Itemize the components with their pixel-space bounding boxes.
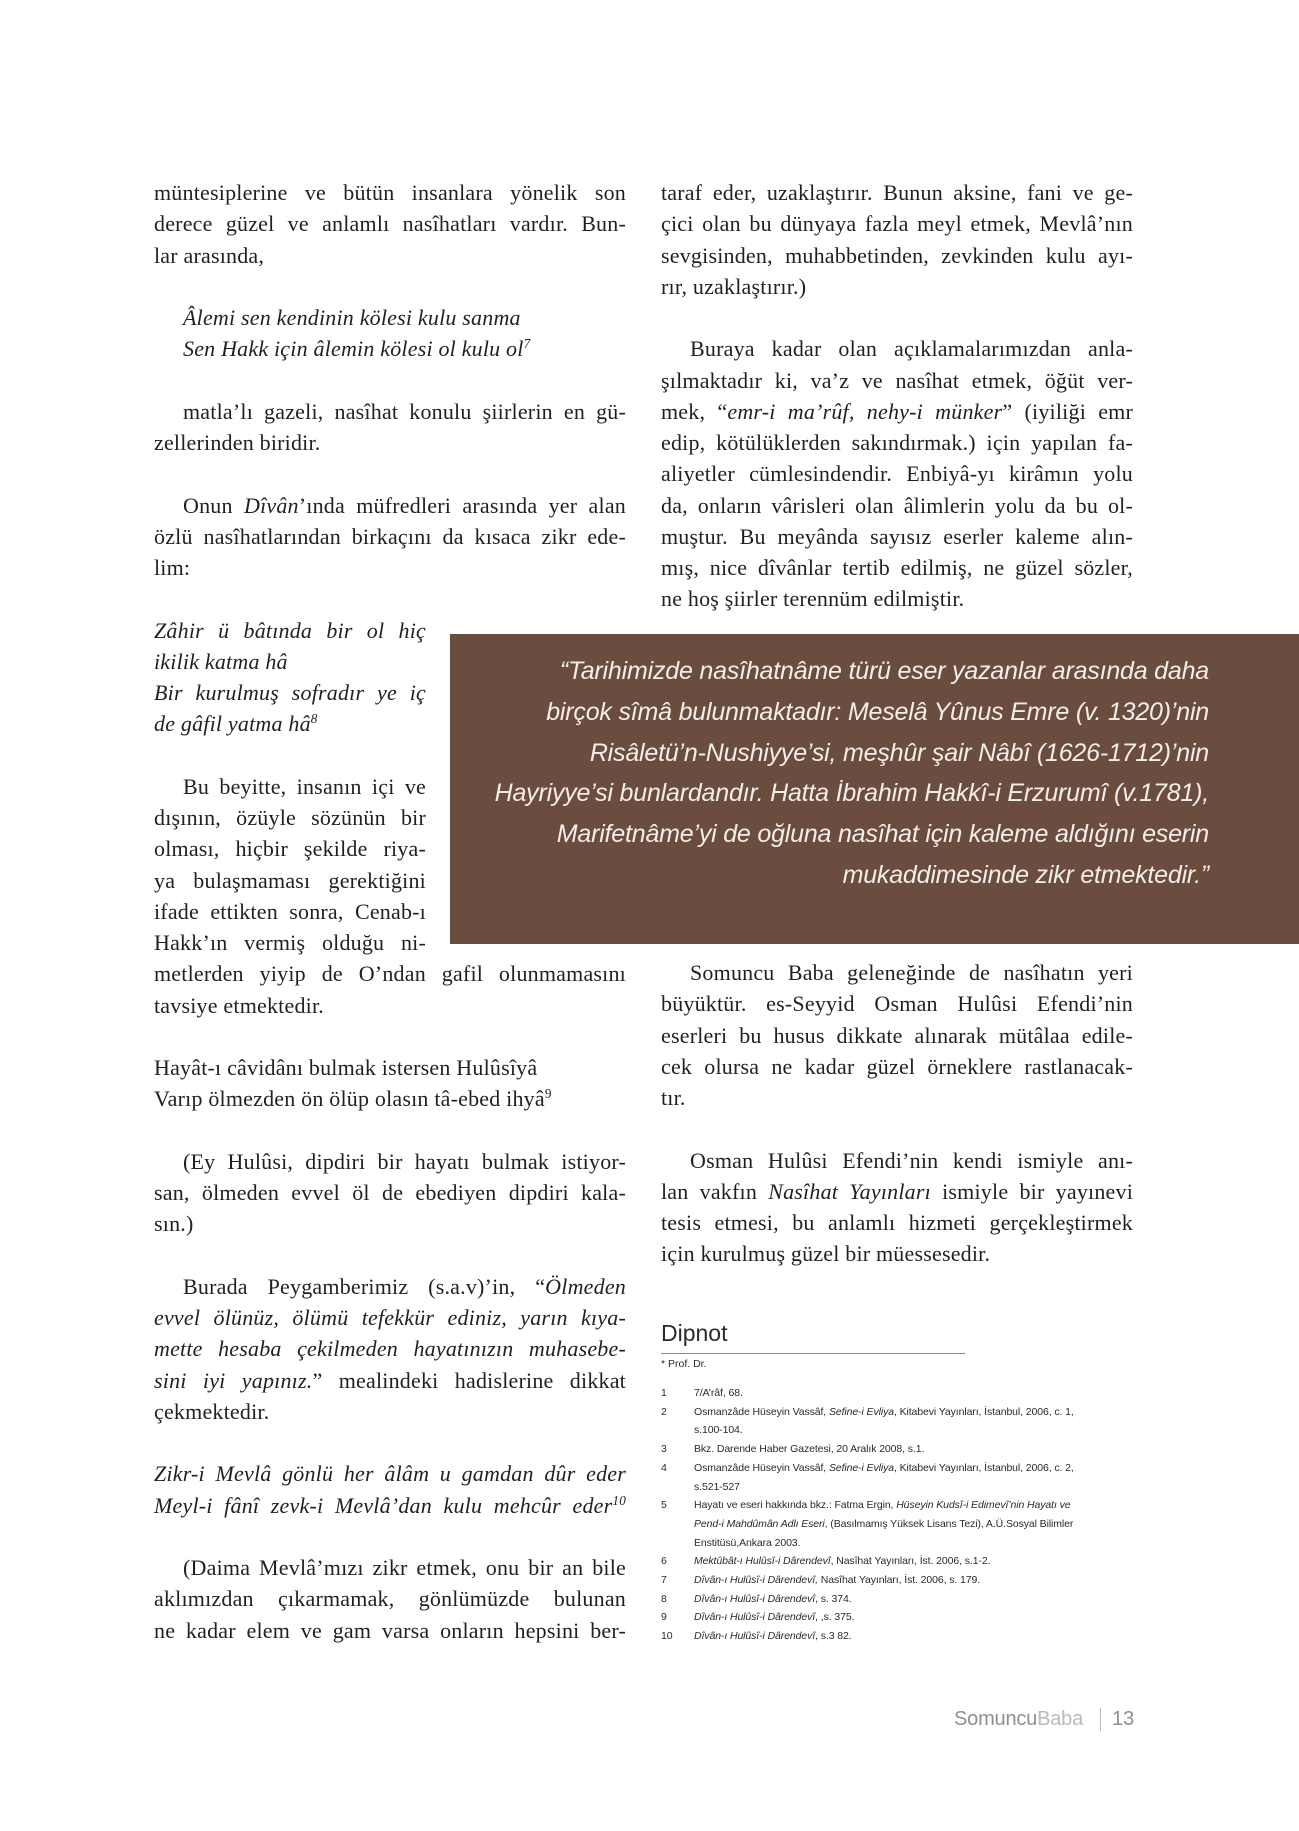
footnote-reference: 10 (612, 1492, 626, 1508)
text-line: ne kadar elem ve gam varsa onların hepsini ber- (154, 1617, 626, 1643)
text-line (154, 1490, 626, 1521)
footnote-reference: 8 (310, 711, 318, 727)
footnote-number: 10 (661, 1630, 673, 1643)
footnote-item (661, 1440, 1151, 1459)
text-line: birçok sîmâ bulunmaktadır: Meselâ Yûnus Emre (v. 1320)’nin (546, 697, 1209, 726)
text-run: Zikr-i Mevlâ gönlü her âlâm u gamdan dûr eder (154, 1461, 626, 1487)
text-line (694, 1571, 980, 1590)
footnotes-heading: Dipnot (661, 1320, 728, 1346)
text-line: (Ey Hulûsi, dipdiri bir hayatı bulmak istiyor- (183, 1148, 626, 1174)
text-run: Sefine-i Evliya (828, 1405, 894, 1418)
text-run: , Kitabevi Yayınları, İstanbul, 2006, c. 2, (893, 1461, 1074, 1474)
text-line: cek olursa ne kadar güzel örneklere rastlanacak- (661, 1053, 1133, 1079)
text-line: sın.) (154, 1211, 194, 1237)
paragraph (661, 177, 1133, 302)
verse-couplet (154, 1458, 626, 1521)
text-line: mukaddimesinde zikr etmektedir.” (842, 860, 1209, 889)
text-line: eserleri bu husus dikkate alınarak mütâlaa edile- (661, 1022, 1133, 1048)
text-line: Somuncu Baba geleneğinde de nasîhatın yeri (690, 960, 1133, 985)
text-line: şılmaktadır ki, va’z ve nasîhat etmek, öğüt ver- (661, 367, 1133, 393)
text-line: 7/A’râf, 68. (694, 1387, 743, 1399)
text-line: mış, nice dîvânlar tertib edilmiş, ne güzel sözler, (661, 555, 1133, 580)
paragraph (661, 957, 1133, 1113)
footnote-text (694, 1590, 852, 1609)
text-run: Dîvân-ı Hulûsî-i Dârendevî, (694, 1574, 818, 1587)
footnote-item (661, 1608, 1151, 1627)
text-run: ” mealindeki hadislerine dikkat (312, 1367, 626, 1393)
text-run: Osmanzâde Hüseyin Vassâf, (694, 1405, 829, 1418)
text-run: Ölmeden (545, 1273, 626, 1299)
text-run: Bir kurulmuş sofradır ye iç (154, 680, 426, 705)
text-line: s.521-527 (694, 1480, 740, 1493)
text-line: ne hoş şiirler terennüm edilmiştir. (661, 586, 965, 612)
text-run: Nasîhat Yayınları, İst. 2006, s. 179. (817, 1574, 981, 1587)
paragraph (154, 177, 626, 271)
paragraph (154, 1271, 626, 1427)
footnote-item (661, 1384, 1151, 1403)
text-run: mette hesaba çekilmeden hayatınızın muhasebe- (154, 1336, 626, 1362)
text-run: de gâfil yatma hâ (154, 711, 311, 737)
text-run: Nasîhat Yayınları (768, 1178, 931, 1204)
text-line: büyüktür. es-Seyyid Osman Hulûsi Efendi’nin (661, 991, 1133, 1017)
paragraph (154, 1146, 626, 1240)
text-run: Osmanzâde Hüseyin Vassâf, (694, 1461, 829, 1474)
verse-couplet (154, 1052, 626, 1115)
text-line (694, 1515, 1073, 1534)
text-run: , Kitabevi Yayınları, İstanbul, 2006, c. 1, (893, 1405, 1074, 1418)
text-line (154, 1083, 626, 1114)
footnote-number: 2 (661, 1405, 667, 1418)
text-line: özlü nasîhatlarından birkaçını da kısaca zikr ede- (154, 523, 626, 549)
footnote-text (694, 1384, 743, 1403)
text-line: Enstitüsü,Ankara 2003. (694, 1536, 801, 1549)
text-line (154, 677, 426, 708)
right-column-top (661, 177, 1133, 646)
text-line: aklımızdan çıkarmamak, gönlümüzde bulunan (154, 1586, 626, 1612)
text-line: edip, kötülüklerden sakındırmak.) için yapılan fa- (661, 430, 1133, 455)
text-line: lim: (154, 555, 191, 580)
footnote-reference: 7 (523, 336, 531, 352)
paragraph (154, 490, 626, 584)
text-run: Zâhir ü bâtında bir ol hiç (154, 617, 426, 643)
paragraph (661, 1145, 1133, 1270)
text-line: “Tarihimizde nasîhatnâme türü eser yazanlar arasında daha (559, 657, 1209, 685)
text-line (154, 333, 626, 364)
text-run: , s.3 82. (815, 1630, 852, 1643)
footer-separator (1100, 1708, 1101, 1731)
text-run: Dîvân (243, 492, 299, 518)
text-run: Âlemi sen kendinin kölesi kulu sanma (183, 305, 521, 330)
text-line: çici olan bu dünyaya fazla meyl etmek, Mevlâ’nın (661, 211, 1133, 237)
text-line: Risâletü’n-Nushiyye’si, meşhûr şair Nâbî (1626-1712)’nin (589, 738, 1209, 767)
text-run: Dîvân-ı Hulûsî-i Dârendevî (694, 1630, 816, 1643)
text-line: zellerinden biridir. (154, 430, 321, 455)
text-line (154, 490, 626, 521)
text-run: Sefine-i Evliya (828, 1461, 894, 1474)
text-run: , s. 374. (815, 1592, 852, 1605)
text-line: Bkz. Darende Haber Gazetesi, 20 Aralık 2008, s.1. (694, 1443, 925, 1456)
text-line: ya bulaşmaması gerektiğini (154, 867, 426, 893)
text-line: dışının, özüyle sözünün bir (154, 805, 426, 830)
text-line: için kurulmuş güzel bir müessesedir. (661, 1241, 991, 1267)
text-run: , Nasîhat Yayınları, İst. 2006, s.1-2. (830, 1555, 991, 1568)
magazine-logo (954, 1707, 1083, 1731)
footnote-text (694, 1403, 1074, 1440)
text-line: tesis etmesi, bu anlamlı hizmeti gerçekleştirmek (661, 1210, 1133, 1235)
text-line (694, 1403, 1074, 1422)
footnote-number: 1 (661, 1387, 667, 1399)
text-line: aliyetler cümlesindendir. Enbiyâ-yı kirâmın yolu (661, 461, 1133, 487)
text-line (661, 396, 1133, 427)
text-line: sevgisinden, muhabbetinden, zevkinden kulu ayı- (661, 242, 1133, 268)
text-run: Varıp ölmezden ön ölüp olasın tâ-ebed ihyâ (154, 1086, 545, 1112)
text-line (661, 1176, 1133, 1207)
text-line: olması, hiçbir şekilde riya- (154, 836, 426, 862)
text-line: san, ölmeden evvel öl de ebediyen dipdiri kala- (154, 1180, 626, 1205)
text-line (154, 1333, 626, 1364)
text-line (154, 1365, 626, 1396)
verse-couplet (154, 302, 626, 365)
text-run: Burada Peygamberimiz (s.a.v)’in, “ (183, 1273, 546, 1299)
footnote-text (694, 1608, 854, 1627)
text-run: ” (iyiliği emr (1002, 398, 1134, 424)
paragraph (154, 396, 626, 459)
text-line (694, 1552, 990, 1571)
footnote-text (694, 1552, 990, 1571)
pull-quote-text (470, 651, 1209, 896)
text-line: Hakk’ın vermiş olduğu ni- (154, 930, 426, 955)
text-line: tavsiye etmektedir. (154, 992, 324, 1018)
text-line (694, 1608, 854, 1627)
text-line (694, 1590, 852, 1609)
text-line (694, 1627, 852, 1646)
text-line (154, 646, 426, 677)
text-run: Hüseyin Kudsî-i Edimevî’nin Hayatı ve (896, 1499, 1071, 1512)
text-run: , (Basılmamış Yüksek Lisans Tezi), A.Ü.Sosyal Bilimler (824, 1517, 1074, 1530)
footnote-text (694, 1627, 852, 1646)
text-line (154, 302, 626, 333)
text-line: taraf eder, uzaklaştırır. Bunun aksine, fani ve ge- (661, 180, 1133, 205)
text-line: Hayriyye’si bunlardandır. Hatta İbrahim Hakkî-i Erzurumî (v.1781), (494, 779, 1209, 808)
footnote-reference: 9 (544, 1086, 552, 1102)
text-line: derece güzel ve anlamlı nasîhatları vardır. Bun- (154, 211, 626, 237)
footnote-item (661, 1552, 1151, 1571)
text-line: da, onların vârisleri olan âlimlerin yolu da bu ol- (661, 492, 1133, 518)
footnote-item (661, 1571, 1151, 1590)
text-line: metlerden yiyip de O’ndan gafil olunmamasını (154, 961, 626, 987)
text-line: rır, uzaklaştırır.) (661, 273, 807, 299)
text-run: emr-i ma’rûf, nehy-i münker (727, 398, 1003, 424)
text-run: , ,s. 375. (815, 1611, 855, 1624)
paragraph (154, 1552, 626, 1646)
verse-couplet (154, 615, 426, 740)
text-run: evvel ölünüz, ölümü tefekkür ediniz, yarın kıya- (154, 1305, 626, 1330)
text-line: lar arasında, (154, 242, 265, 268)
footnotes-divider (661, 1353, 965, 1354)
footnote-number: 5 (661, 1499, 667, 1512)
text-line (154, 1302, 626, 1333)
text-line: Hayât-ı câvidânı bulmak istersen Hulûsîyâ (154, 1055, 538, 1080)
footnote-number: 3 (661, 1443, 667, 1456)
text-line: muştur. Bu meyânda sayısız eserler kaleme alın- (661, 523, 1133, 549)
text-run: ismiyle bir yayınevi (930, 1178, 1134, 1204)
text-run: Meyl-i fânî zevk-i Mevlâ’dan kulu mehcûr eder (154, 1492, 613, 1518)
text-run: Dîvân-ı Hulûsî-i Dârendevî (694, 1611, 816, 1624)
text-run: sini iyi yapınız. (154, 1367, 313, 1393)
pull-quote (450, 634, 1299, 944)
right-column-bottom (661, 957, 1133, 1301)
footnote-number: 8 (661, 1592, 667, 1605)
text-run: Pend-i Mahdûmân Adlı Eseri (694, 1517, 825, 1530)
logo-text-part2: Baba (1037, 1708, 1084, 1730)
footnote-text (694, 1571, 980, 1590)
author-note: * Prof. Dr. (661, 1358, 707, 1370)
text-run: ikilik katma hâ (154, 648, 288, 674)
text-line (154, 708, 426, 739)
footnote-text (694, 1459, 1074, 1496)
text-line: Buraya kadar olan açıklamalarımızdan anla- (690, 336, 1133, 362)
text-line: çekmektedir. (154, 1398, 270, 1424)
footnote-number: 6 (661, 1555, 667, 1568)
footnote-item (661, 1403, 1151, 1440)
text-run: Onun (183, 492, 244, 518)
footnote-number: 7 (661, 1574, 667, 1587)
text-line (154, 1458, 626, 1489)
footnote-item (661, 1459, 1151, 1496)
text-line (694, 1496, 1073, 1515)
paragraph (661, 333, 1133, 614)
footnote-number: 9 (661, 1611, 667, 1624)
text-run: lan vakfın (661, 1178, 769, 1204)
logo-text-part1: Somuncu (954, 1708, 1038, 1730)
text-run: ’ında müfredleri arasında yer alan (298, 492, 626, 518)
footnote-item (661, 1627, 1151, 1646)
page-number: 13 (1112, 1708, 1135, 1730)
text-run: Dîvân-ı Hulûsî-i Dârendevî (694, 1592, 816, 1605)
text-line: tır. (661, 1085, 686, 1110)
text-line: Osman Hulûsi Efendi’nin kendi ismiyle anı- (690, 1147, 1133, 1173)
footnote-list (661, 1384, 1151, 1646)
text-run: Sen Hakk için âlemin kölesi ol kulu ol (183, 336, 524, 362)
text-run: Hayatı ve eseri hakkında bkz.: Fatma Ergin, (694, 1499, 897, 1512)
text-line: müntesiplerine ve bütün insanlara yönelik son (154, 180, 626, 205)
footnote-text (694, 1440, 924, 1459)
text-line: ifade ettikten sonra, Cenab-ı (154, 898, 426, 924)
text-line: matla’lı gazeli, nasîhat konulu şiirlerin en gü- (183, 398, 626, 424)
text-line: Bu beyitte, insanın içi ve (183, 773, 426, 799)
text-line: Marifetnâme’yi de oğluna nasîhat için kaleme aldığını eserin (556, 820, 1209, 849)
text-run: mek, “ (661, 398, 728, 424)
text-line: (Daima Mevlâ’mızı zikr etmek, onu bir an bile (183, 1555, 626, 1580)
text-line (154, 615, 426, 646)
text-run: Mektûbât-ı Hulûsî-i Dârendevî (694, 1555, 831, 1568)
footnote-item (661, 1590, 1151, 1609)
text-line (694, 1459, 1074, 1478)
text-line: s.100-104. (694, 1424, 743, 1437)
footnote-number: 4 (661, 1461, 667, 1474)
footnote-item (661, 1496, 1151, 1552)
footnote-text (694, 1496, 1073, 1552)
text-line (154, 1271, 626, 1302)
